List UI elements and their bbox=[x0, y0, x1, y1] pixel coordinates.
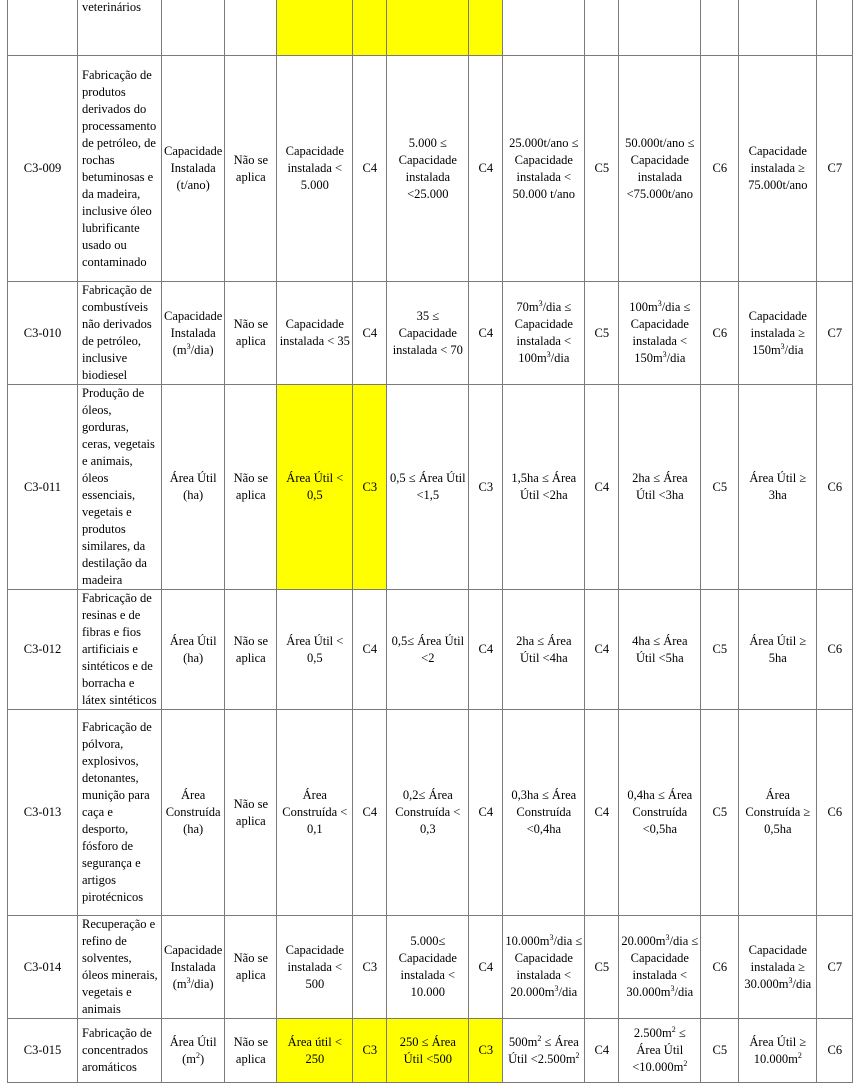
class-5-cell: C7 bbox=[817, 56, 853, 282]
class-3-cell: C5 bbox=[585, 282, 619, 385]
measure-unit-cell: Área Útil $(m^2)$ bbox=[162, 1019, 225, 1083]
range-2-cell bbox=[387, 0, 469, 56]
class-2-cell: C4 bbox=[469, 590, 503, 710]
measure-unit-cell: Capacidade Instalada $(m^3/dia)$ bbox=[162, 916, 225, 1019]
range-5-cell: Área Útil ≥ 3ha bbox=[739, 385, 817, 590]
range-1-cell: Capacidade instalada < 5.000 bbox=[277, 56, 353, 282]
table-row bbox=[8, 590, 853, 710]
class-2-cell: C4 bbox=[469, 710, 503, 916]
applicability-cell: Não se aplica bbox=[225, 282, 277, 385]
class-4-cell: C6 bbox=[701, 916, 739, 1019]
range-4-cell: 4ha ≤ Área Útil <5ha bbox=[619, 590, 701, 710]
range-4-cell: 2ha ≤ Área Útil <3ha bbox=[619, 385, 701, 590]
class-1-cell: C4 bbox=[353, 282, 387, 385]
class-2-cell: C3 bbox=[469, 385, 503, 590]
classification-table bbox=[7, 0, 853, 1083]
applicability-cell: Não se aplica bbox=[225, 590, 277, 710]
range-3-cell: 2ha ≤ Área Útil <4ha bbox=[503, 590, 585, 710]
activity-description-cell: Fabricação de pólvora, explosivos, detonantes, munição para caça e desporto, fósforo de segurança e artigos pirotécnicos bbox=[78, 710, 162, 916]
activity-code-cell: C3-011 bbox=[8, 385, 78, 590]
class-5-cell: C6 bbox=[817, 590, 853, 710]
activity-description-cell: veterinários bbox=[78, 0, 162, 56]
class-3-cell: C5 bbox=[585, 56, 619, 282]
measure-unit-cell bbox=[162, 0, 225, 56]
class-4-cell: C5 bbox=[701, 590, 739, 710]
class-1-cell: C4 bbox=[353, 710, 387, 916]
class-3-cell bbox=[585, 0, 619, 56]
range-1-cell: Área Útil < 0,5 bbox=[277, 590, 353, 710]
measure-unit-cell: Área Útil (ha) bbox=[162, 590, 225, 710]
class-1-cell: C3 bbox=[353, 1019, 387, 1083]
class-5-cell bbox=[817, 0, 853, 56]
applicability-cell bbox=[225, 0, 277, 56]
range-2-cell: 250 ≤ Área Útil <500 bbox=[387, 1019, 469, 1083]
applicability-cell: Não se aplica bbox=[225, 916, 277, 1019]
range-4-cell: $100m^3$/dia ≤ Capacidade instalada < $150m^3$/dia bbox=[619, 282, 701, 385]
applicability-cell: Não se aplica bbox=[225, 385, 277, 590]
applicability-cell: Não se aplica bbox=[225, 56, 277, 282]
activity-description-cell: Fabricação de concentrados aromáticos bbox=[78, 1019, 162, 1083]
measure-unit-cell: Área Útil (ha) bbox=[162, 385, 225, 590]
range-2-cell: 0,2≤ Área Construída < 0,3 bbox=[387, 710, 469, 916]
range-5-cell: Área Construída ≥ 0,5ha bbox=[739, 710, 817, 916]
class-1-cell: C4 bbox=[353, 590, 387, 710]
measure-unit-cell: Área Construída (ha) bbox=[162, 710, 225, 916]
class-3-cell: C4 bbox=[585, 590, 619, 710]
class-5-cell: C6 bbox=[817, 1019, 853, 1083]
class-3-cell: C5 bbox=[585, 916, 619, 1019]
class-4-cell: C5 bbox=[701, 385, 739, 590]
activity-code-cell: C3-015 bbox=[8, 1019, 78, 1083]
range-1-cell: Capacidade instalada < 35 bbox=[277, 282, 353, 385]
class-2-cell: C4 bbox=[469, 916, 503, 1019]
range-2-cell: 5.000 ≤ Capacidade instalada <25.000 bbox=[387, 56, 469, 282]
class-2-cell: C4 bbox=[469, 282, 503, 385]
measure-unit-cell: Capacidade Instalada (t/ano) bbox=[162, 56, 225, 282]
class-2-cell: C4 bbox=[469, 56, 503, 282]
table-row bbox=[8, 1019, 853, 1083]
activity-code-cell bbox=[8, 0, 78, 56]
class-1-cell: C3 bbox=[353, 916, 387, 1019]
range-4-cell bbox=[619, 0, 701, 56]
range-3-cell: $10.000m^3$/dia ≤ Capacidade instalada < $20.000m^3$/dia bbox=[503, 916, 585, 1019]
table-row bbox=[8, 56, 853, 282]
range-5-cell: Área Útil ≥ $10.000m^2$ bbox=[739, 1019, 817, 1083]
table-row bbox=[8, 385, 853, 590]
activity-code-cell: C3-014 bbox=[8, 916, 78, 1019]
class-3-cell: C4 bbox=[585, 1019, 619, 1083]
range-2-cell: 0,5≤ Área Útil <2 bbox=[387, 590, 469, 710]
activity-description-cell: Recuperação e refino de solventes, óleos minerais, vegetais e animais bbox=[78, 916, 162, 1019]
class-1-cell bbox=[353, 0, 387, 56]
class-5-cell: C6 bbox=[817, 710, 853, 916]
class-4-cell bbox=[701, 0, 739, 56]
range-4-cell: 50.000t/ano ≤ Capacidade instalada <75.000t/ano bbox=[619, 56, 701, 282]
range-2-cell: 35 ≤ Capacidade instalada < 70 bbox=[387, 282, 469, 385]
range-5-cell: Capacidade instalada ≥ 75.000t/ano bbox=[739, 56, 817, 282]
activity-code-cell: C3-012 bbox=[8, 590, 78, 710]
range-5-cell: Área Útil ≥ 5ha bbox=[739, 590, 817, 710]
activity-code-cell: C3-009 bbox=[8, 56, 78, 282]
table-row bbox=[8, 0, 853, 56]
class-4-cell: C5 bbox=[701, 1019, 739, 1083]
range-2-cell: 5.000≤ Capacidade instalada < 10.000 bbox=[387, 916, 469, 1019]
range-3-cell: $70m^3$/dia ≤ Capacidade instalada < $100m^3$/dia bbox=[503, 282, 585, 385]
range-3-cell bbox=[503, 0, 585, 56]
activity-code-cell: C3-010 bbox=[8, 282, 78, 385]
range-1-cell bbox=[277, 0, 353, 56]
activity-code-cell: C3-013 bbox=[8, 710, 78, 916]
range-3-cell: 1,5ha ≤ Área Útil <2ha bbox=[503, 385, 585, 590]
range-1-cell: Área útil < 250 bbox=[277, 1019, 353, 1083]
range-4-cell: 0,4ha ≤ Área Construída <0,5ha bbox=[619, 710, 701, 916]
range-3-cell: 0,3ha ≤ Área Construída <0,4ha bbox=[503, 710, 585, 916]
class-4-cell: C6 bbox=[701, 282, 739, 385]
class-3-cell: C4 bbox=[585, 710, 619, 916]
range-1-cell: Área Útil < 0,5 bbox=[277, 385, 353, 590]
applicability-cell: Não se aplica bbox=[225, 1019, 277, 1083]
range-3-cell: 25.000t/ano ≤ Capacidade instalada < 50.000 t/ano bbox=[503, 56, 585, 282]
class-5-cell: C7 bbox=[817, 282, 853, 385]
range-4-cell: $20.000m^3$/dia ≤ Capacidade instalada < $30.000m^3$/dia bbox=[619, 916, 701, 1019]
class-2-cell bbox=[469, 0, 503, 56]
table-row bbox=[8, 282, 853, 385]
activity-description-cell: Fabricação de combustíveis não derivados de petróleo, inclusive biodiesel bbox=[78, 282, 162, 385]
class-3-cell: C4 bbox=[585, 385, 619, 590]
range-3-cell: $500m^2$ ≤ Área Útil $<2.500m^2$ bbox=[503, 1019, 585, 1083]
range-5-cell: Capacidade instalada ≥ $30.000m^3$/dia bbox=[739, 916, 817, 1019]
activity-description-cell: Fabricação de resinas e de fibras e fios artificiais e sintéticos e de borracha e látex sintéticos bbox=[78, 590, 162, 710]
range-1-cell: Área Construída < 0,1 bbox=[277, 710, 353, 916]
measure-unit-cell: Capacidade Instalada $(m^3/dia)$ bbox=[162, 282, 225, 385]
class-5-cell: C6 bbox=[817, 385, 853, 590]
activity-description-cell: Fabricação de produtos derivados do processamento de petróleo, de rochas betuminosas e da madeira, inclusive óleo lubrificante usado ou contaminado bbox=[78, 56, 162, 282]
range-4-cell: $2.500m^2$ ≤ Área Útil $<10.000m^2$ bbox=[619, 1019, 701, 1083]
range-1-cell: Capacidade instalada < 500 bbox=[277, 916, 353, 1019]
table-row bbox=[8, 916, 853, 1019]
class-5-cell: C7 bbox=[817, 916, 853, 1019]
range-5-cell: Capacidade instalada ≥ $150m^3$/dia bbox=[739, 282, 817, 385]
class-2-cell: C3 bbox=[469, 1019, 503, 1083]
activity-description-cell: Produção de óleos, gorduras, ceras, vegetais e animais, óleos essenciais, vegetais e produtos similares, da destilação da madeira bbox=[78, 385, 162, 590]
range-2-cell: 0,5 ≤ Área Útil <1,5 bbox=[387, 385, 469, 590]
class-1-cell: C3 bbox=[353, 385, 387, 590]
range-5-cell bbox=[739, 0, 817, 56]
table-row bbox=[8, 710, 853, 916]
class-4-cell: C5 bbox=[701, 710, 739, 916]
class-1-cell: C4 bbox=[353, 56, 387, 282]
applicability-cell: Não se aplica bbox=[225, 710, 277, 916]
class-4-cell: C6 bbox=[701, 56, 739, 282]
